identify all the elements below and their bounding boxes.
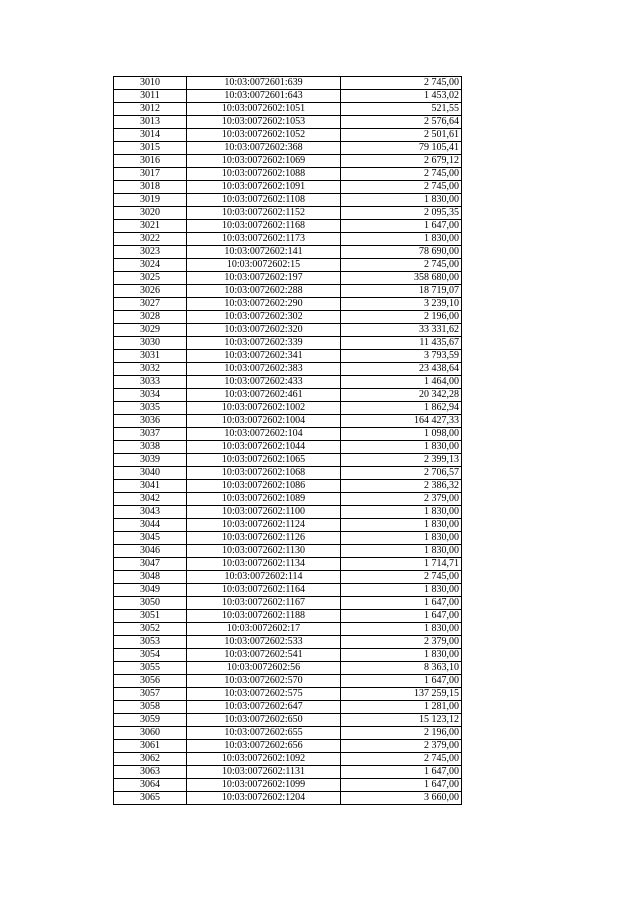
value-cell: 23 438,64 <box>341 363 462 376</box>
row-number-cell: 3015 <box>114 142 187 155</box>
cadastral-number-cell: 10:03:0072601:643 <box>187 90 341 103</box>
value-cell: 8 363,10 <box>341 662 462 675</box>
cadastral-number-cell: 10:03:0072602:1108 <box>187 194 341 207</box>
row-number-cell: 3054 <box>114 649 187 662</box>
cadastral-number-cell: 10:03:0072602:1173 <box>187 233 341 246</box>
row-number-cell: 3042 <box>114 493 187 506</box>
row-number-cell: 3022 <box>114 233 187 246</box>
table-row <box>114 792 462 805</box>
table-row <box>114 688 462 701</box>
row-number-cell: 3021 <box>114 220 187 233</box>
value-cell: 1 830,00 <box>341 519 462 532</box>
row-number-cell: 3037 <box>114 428 187 441</box>
cadastral-number-cell: 10:03:0072602:1088 <box>187 168 341 181</box>
value-cell: 1 453,02 <box>341 90 462 103</box>
table-row <box>114 181 462 194</box>
row-number-cell: 3010 <box>114 77 187 90</box>
table-row <box>114 207 462 220</box>
cadastral-number-cell: 10:03:0072602:1131 <box>187 766 341 779</box>
row-number-cell: 3048 <box>114 571 187 584</box>
table-row <box>114 571 462 584</box>
table-row <box>114 272 462 285</box>
row-number-cell: 3013 <box>114 116 187 129</box>
table-row <box>114 545 462 558</box>
value-cell: 2 576,64 <box>341 116 462 129</box>
value-cell: 1 830,00 <box>341 584 462 597</box>
cadastral-number-cell: 10:03:0072602:368 <box>187 142 341 155</box>
value-cell: 2 745,00 <box>341 168 462 181</box>
row-number-cell: 3058 <box>114 701 187 714</box>
value-cell: 2 501,61 <box>341 129 462 142</box>
cadastral-number-cell: 10:03:0072602:1100 <box>187 506 341 519</box>
table-row <box>114 337 462 350</box>
row-number-cell: 3014 <box>114 129 187 142</box>
row-number-cell: 3055 <box>114 662 187 675</box>
row-number-cell: 3047 <box>114 558 187 571</box>
row-number-cell: 3033 <box>114 376 187 389</box>
table-row <box>114 168 462 181</box>
row-number-cell: 3046 <box>114 545 187 558</box>
cadastral-number-cell: 10:03:0072602:339 <box>187 337 341 350</box>
value-cell: 1 281,00 <box>341 701 462 714</box>
value-cell: 1 647,00 <box>341 610 462 623</box>
row-number-cell: 3039 <box>114 454 187 467</box>
table-row <box>114 454 462 467</box>
value-cell: 2 095,35 <box>341 207 462 220</box>
cadastral-number-cell: 10:03:0072602:1089 <box>187 493 341 506</box>
row-number-cell: 3024 <box>114 259 187 272</box>
cadastral-number-cell: 10:03:0072602:197 <box>187 272 341 285</box>
value-cell: 3 793,59 <box>341 350 462 363</box>
table-row <box>114 129 462 142</box>
table-row <box>114 233 462 246</box>
value-cell: 1 862,94 <box>341 402 462 415</box>
value-cell: 1 464,00 <box>341 376 462 389</box>
value-cell: 79 105,41 <box>341 142 462 155</box>
row-number-cell: 3044 <box>114 519 187 532</box>
row-number-cell: 3064 <box>114 779 187 792</box>
table-row <box>114 441 462 454</box>
cadastral-number-cell: 10:03:0072602:1130 <box>187 545 341 558</box>
table-row <box>114 714 462 727</box>
row-number-cell: 3040 <box>114 467 187 480</box>
row-number-cell: 3059 <box>114 714 187 727</box>
table-row <box>114 740 462 753</box>
table-row <box>114 259 462 272</box>
row-number-cell: 3027 <box>114 298 187 311</box>
table-row <box>114 103 462 116</box>
cadastral-number-cell: 10:03:0072602:1068 <box>187 467 341 480</box>
value-cell: 1 647,00 <box>341 766 462 779</box>
cadastral-number-cell: 10:03:0072602:1091 <box>187 181 341 194</box>
value-cell: 164 427,33 <box>341 415 462 428</box>
cadastral-number-cell: 10:03:0072602:1134 <box>187 558 341 571</box>
row-number-cell: 3028 <box>114 311 187 324</box>
table-row <box>114 662 462 675</box>
table-row <box>114 519 462 532</box>
table-row <box>114 727 462 740</box>
cadastral-number-cell: 10:03:0072602:533 <box>187 636 341 649</box>
value-cell: 2 399,13 <box>341 454 462 467</box>
cadastral-number-cell: 10:03:0072602:541 <box>187 649 341 662</box>
table-row <box>114 298 462 311</box>
value-cell: 18 719,07 <box>341 285 462 298</box>
cadastral-number-cell: 10:03:0072602:1168 <box>187 220 341 233</box>
value-cell: 1 830,00 <box>341 233 462 246</box>
row-number-cell: 3038 <box>114 441 187 454</box>
table-row <box>114 363 462 376</box>
cadastral-number-cell: 10:03:0072602:1004 <box>187 415 341 428</box>
row-number-cell: 3043 <box>114 506 187 519</box>
table-row <box>114 701 462 714</box>
row-number-cell: 3056 <box>114 675 187 688</box>
row-number-cell: 3051 <box>114 610 187 623</box>
row-number-cell: 3052 <box>114 623 187 636</box>
table-row <box>114 649 462 662</box>
table-row <box>114 623 462 636</box>
cadastral-number-cell: 10:03:0072602:1044 <box>187 441 341 454</box>
row-number-cell: 3041 <box>114 480 187 493</box>
cadastral-number-cell: 10:03:0072602:433 <box>187 376 341 389</box>
table-row <box>114 506 462 519</box>
value-cell: 33 331,62 <box>341 324 462 337</box>
row-number-cell: 3065 <box>114 792 187 805</box>
cadastral-number-cell: 10:03:0072602:288 <box>187 285 341 298</box>
row-number-cell: 3023 <box>114 246 187 259</box>
row-number-cell: 3026 <box>114 285 187 298</box>
table-row <box>114 584 462 597</box>
value-cell: 2 379,00 <box>341 636 462 649</box>
value-cell: 2 379,00 <box>341 740 462 753</box>
cadastral-number-cell: 10:03:0072602:1092 <box>187 753 341 766</box>
row-number-cell: 3017 <box>114 168 187 181</box>
value-cell: 2 196,00 <box>341 727 462 740</box>
value-cell: 1 830,00 <box>341 649 462 662</box>
cadastral-number-cell: 10:03:0072602:290 <box>187 298 341 311</box>
table-row <box>114 493 462 506</box>
row-number-cell: 3057 <box>114 688 187 701</box>
cadastral-number-cell: 10:03:0072602:650 <box>187 714 341 727</box>
table-row <box>114 480 462 493</box>
table-row <box>114 155 462 168</box>
cadastral-number-cell: 10:03:0072602:1086 <box>187 480 341 493</box>
row-number-cell: 3029 <box>114 324 187 337</box>
cadastral-number-cell: 10:03:0072602:656 <box>187 740 341 753</box>
cadastral-number-cell: 10:03:0072601:639 <box>187 77 341 90</box>
value-cell: 11 435,67 <box>341 337 462 350</box>
value-cell: 1 830,00 <box>341 623 462 636</box>
value-cell: 1 647,00 <box>341 220 462 233</box>
row-number-cell: 3011 <box>114 90 187 103</box>
table-row <box>114 428 462 441</box>
row-number-cell: 3049 <box>114 584 187 597</box>
row-number-cell: 3050 <box>114 597 187 610</box>
cadastral-value-table <box>113 76 462 805</box>
row-number-cell: 3019 <box>114 194 187 207</box>
value-cell: 358 680,00 <box>341 272 462 285</box>
cadastral-number-cell: 10:03:0072602:56 <box>187 662 341 675</box>
cadastral-number-cell: 10:03:0072602:341 <box>187 350 341 363</box>
value-cell: 1 647,00 <box>341 675 462 688</box>
cadastral-number-cell: 10:03:0072602:1069 <box>187 155 341 168</box>
row-number-cell: 3062 <box>114 753 187 766</box>
value-cell: 2 745,00 <box>341 571 462 584</box>
row-number-cell: 3032 <box>114 363 187 376</box>
cadastral-number-cell: 10:03:0072602:1188 <box>187 610 341 623</box>
cadastral-number-cell: 10:03:0072602:1204 <box>187 792 341 805</box>
row-number-cell: 3016 <box>114 155 187 168</box>
cadastral-number-cell: 10:03:0072602:141 <box>187 246 341 259</box>
cadastral-number-cell: 10:03:0072602:302 <box>187 311 341 324</box>
cadastral-number-cell: 10:03:0072602:1053 <box>187 116 341 129</box>
table-row <box>114 311 462 324</box>
row-number-cell: 3045 <box>114 532 187 545</box>
cadastral-number-cell: 10:03:0072602:15 <box>187 259 341 272</box>
cadastral-number-cell: 10:03:0072602:1002 <box>187 402 341 415</box>
value-cell: 2 745,00 <box>341 753 462 766</box>
value-cell: 2 745,00 <box>341 259 462 272</box>
value-cell: 78 690,00 <box>341 246 462 259</box>
value-cell: 2 706,57 <box>341 467 462 480</box>
value-cell: 1 830,00 <box>341 441 462 454</box>
cadastral-number-cell: 10:03:0072602:1167 <box>187 597 341 610</box>
cadastral-number-cell: 10:03:0072602:114 <box>187 571 341 584</box>
value-cell: 20 342,28 <box>341 389 462 402</box>
row-number-cell: 3018 <box>114 181 187 194</box>
value-cell: 1 098,00 <box>341 428 462 441</box>
value-cell: 1 830,00 <box>341 545 462 558</box>
table-row <box>114 389 462 402</box>
cadastral-number-cell: 10:03:0072602:17 <box>187 623 341 636</box>
cadastral-number-cell: 10:03:0072602:104 <box>187 428 341 441</box>
table-row <box>114 597 462 610</box>
cadastral-number-cell: 10:03:0072602:1065 <box>187 454 341 467</box>
value-cell: 2 196,00 <box>341 311 462 324</box>
table-row <box>114 779 462 792</box>
row-number-cell: 3060 <box>114 727 187 740</box>
table-row <box>114 246 462 259</box>
table-row <box>114 467 462 480</box>
table-row <box>114 766 462 779</box>
value-cell: 1 830,00 <box>341 532 462 545</box>
row-number-cell: 3036 <box>114 415 187 428</box>
table-row <box>114 90 462 103</box>
value-cell: 1 647,00 <box>341 597 462 610</box>
table-row <box>114 376 462 389</box>
row-number-cell: 3034 <box>114 389 187 402</box>
value-cell: 2 745,00 <box>341 77 462 90</box>
value-cell: 1 647,00 <box>341 779 462 792</box>
table-row <box>114 116 462 129</box>
table-row <box>114 220 462 233</box>
cadastral-number-cell: 10:03:0072602:1152 <box>187 207 341 220</box>
row-number-cell: 3031 <box>114 350 187 363</box>
table-row <box>114 675 462 688</box>
table-row <box>114 415 462 428</box>
value-cell: 2 379,00 <box>341 493 462 506</box>
value-cell: 1 714,71 <box>341 558 462 571</box>
cadastral-number-cell: 10:03:0072602:1052 <box>187 129 341 142</box>
row-number-cell: 3012 <box>114 103 187 116</box>
row-number-cell: 3061 <box>114 740 187 753</box>
table-row <box>114 532 462 545</box>
value-cell: 2 679,12 <box>341 155 462 168</box>
table-row <box>114 753 462 766</box>
cadastral-number-cell: 10:03:0072602:1099 <box>187 779 341 792</box>
cadastral-number-cell: 10:03:0072602:1124 <box>187 519 341 532</box>
row-number-cell: 3035 <box>114 402 187 415</box>
table-row <box>114 324 462 337</box>
cadastral-number-cell: 10:03:0072602:570 <box>187 675 341 688</box>
row-number-cell: 3030 <box>114 337 187 350</box>
table-row <box>114 142 462 155</box>
value-cell: 15 123,12 <box>341 714 462 727</box>
cadastral-number-cell: 10:03:0072602:647 <box>187 701 341 714</box>
cadastral-number-cell: 10:03:0072602:1051 <box>187 103 341 116</box>
value-cell: 3 660,00 <box>341 792 462 805</box>
value-cell: 2 745,00 <box>341 181 462 194</box>
table-row <box>114 194 462 207</box>
cadastral-number-cell: 10:03:0072602:320 <box>187 324 341 337</box>
table-row <box>114 558 462 571</box>
row-number-cell: 3063 <box>114 766 187 779</box>
table-row <box>114 285 462 298</box>
cadastral-number-cell: 10:03:0072602:461 <box>187 389 341 402</box>
value-cell: 2 386,32 <box>341 480 462 493</box>
cadastral-number-cell: 10:03:0072602:1126 <box>187 532 341 545</box>
cadastral-number-cell: 10:03:0072602:575 <box>187 688 341 701</box>
table-row <box>114 610 462 623</box>
table-row <box>114 402 462 415</box>
table-row <box>114 350 462 363</box>
row-number-cell: 3025 <box>114 272 187 285</box>
cadastral-number-cell: 10:03:0072602:1164 <box>187 584 341 597</box>
value-cell: 1 830,00 <box>341 506 462 519</box>
cadastral-number-cell: 10:03:0072602:383 <box>187 363 341 376</box>
cadastral-number-cell: 10:03:0072602:655 <box>187 727 341 740</box>
table-row <box>114 636 462 649</box>
value-cell: 137 259,15 <box>341 688 462 701</box>
value-cell: 521,55 <box>341 103 462 116</box>
table-body <box>114 77 462 805</box>
row-number-cell: 3053 <box>114 636 187 649</box>
table-row <box>114 77 462 90</box>
value-cell: 1 830,00 <box>341 194 462 207</box>
row-number-cell: 3020 <box>114 207 187 220</box>
value-cell: 3 239,10 <box>341 298 462 311</box>
